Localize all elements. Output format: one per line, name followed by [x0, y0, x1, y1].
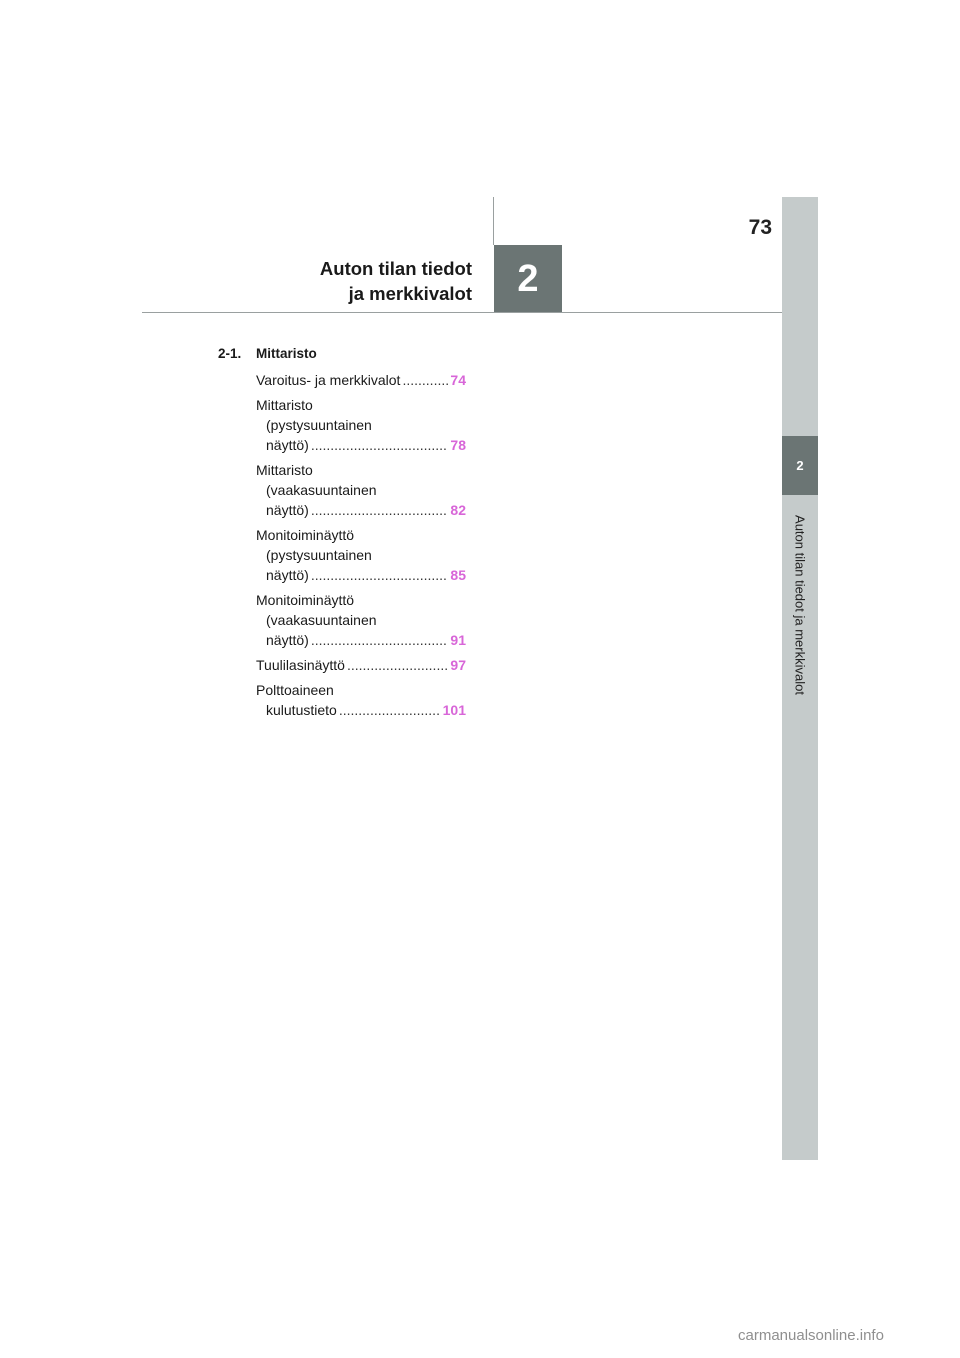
toc-entry[interactable] [256, 460, 466, 520]
toc-entry-text: Mittaristo [256, 397, 313, 413]
toc-entry-text: Polttoaineen [256, 682, 334, 698]
toc-entry-text: Varoitus- ja merkkivalot [256, 372, 401, 388]
toc-page-link[interactable]: 91 [450, 632, 466, 648]
toc-entry[interactable] [256, 680, 466, 720]
toc-page-link[interactable]: 78 [450, 437, 466, 453]
toc-entry-text: (pystysuuntainen [266, 547, 372, 563]
chapter-title-line2: ja merkkivalot [348, 283, 472, 304]
toc-entry-line [256, 525, 466, 545]
toc-page-link[interactable]: 97 [450, 657, 466, 673]
toc-leader-dots [402, 370, 448, 390]
toc-entry[interactable] [256, 525, 466, 585]
toc-page-link[interactable]: 74 [450, 372, 466, 388]
toc-entry[interactable] [256, 655, 466, 675]
toc-entry-line [256, 590, 466, 610]
toc-entry-text: Monitoiminäyttö [256, 527, 355, 543]
toc-entry-line [256, 500, 466, 520]
toc-entry-text: (vaakasuuntainen [266, 482, 377, 498]
toc-entry-text: kulutustieto [266, 702, 337, 718]
toc-page-link[interactable]: 101 [442, 702, 466, 718]
toc-entry-line [256, 565, 466, 585]
chapter-title [240, 256, 472, 306]
toc-leader-dots [311, 565, 449, 585]
toc-entry-text: näyttö) [266, 437, 309, 453]
toc-entry-text: Mittaristo [256, 462, 313, 478]
toc-leader-dots [311, 630, 449, 650]
toc-entry-text: (vaakasuuntainen [266, 612, 377, 628]
toc-entry-text: (pystysuuntainen [266, 417, 372, 433]
section-number: 2-1. [218, 346, 242, 361]
watermark: carmanualsonline.info [738, 1327, 884, 1344]
toc-entry-text: Monitoiminäyttö [256, 592, 355, 608]
toc-entry-line [256, 630, 466, 650]
toc-leader-dots [311, 435, 449, 455]
section-title: Mittaristo [256, 346, 317, 361]
toc-entries [218, 370, 466, 720]
chapter-number-box: 2 [494, 245, 562, 313]
page-number: 73 [748, 216, 772, 239]
side-tab-number: 2 [782, 436, 818, 495]
toc-entry-line [256, 680, 466, 700]
toc-page-link[interactable]: 82 [450, 502, 466, 518]
toc-leader-dots [311, 500, 449, 520]
toc-entry[interactable] [256, 590, 466, 650]
toc-page-link[interactable]: 85 [450, 567, 466, 583]
toc-leader-dots [339, 700, 441, 720]
toc-entry-text: Tuulilasinäyttö [256, 657, 345, 673]
toc-entry-line [256, 395, 466, 415]
toc-entry-line [256, 415, 466, 435]
toc-entry-line [256, 610, 466, 630]
toc-entry-line [256, 655, 466, 675]
chapter-title-line1: Auton tilan tiedot [319, 258, 472, 279]
toc-entry-line [256, 435, 466, 455]
toc-entry-line [256, 545, 466, 565]
header-divider-horizontal [142, 312, 782, 313]
toc-entry-line [256, 370, 466, 390]
table-of-contents [218, 344, 466, 725]
header-divider-vertical [493, 197, 494, 245]
toc-entry-text: näyttö) [266, 632, 309, 648]
toc-entry-text: näyttö) [266, 502, 309, 518]
toc-entry-text: näyttö) [266, 567, 309, 583]
toc-entry-line [256, 480, 466, 500]
section-heading [218, 344, 466, 364]
side-tab-label: Auton tilan tiedot ja merkkivalot [792, 515, 808, 695]
toc-entry-line [256, 460, 466, 480]
toc-leader-dots [347, 655, 448, 675]
toc-entry[interactable] [256, 395, 466, 455]
toc-entry-line [256, 700, 466, 720]
toc-entry[interactable] [256, 370, 466, 390]
